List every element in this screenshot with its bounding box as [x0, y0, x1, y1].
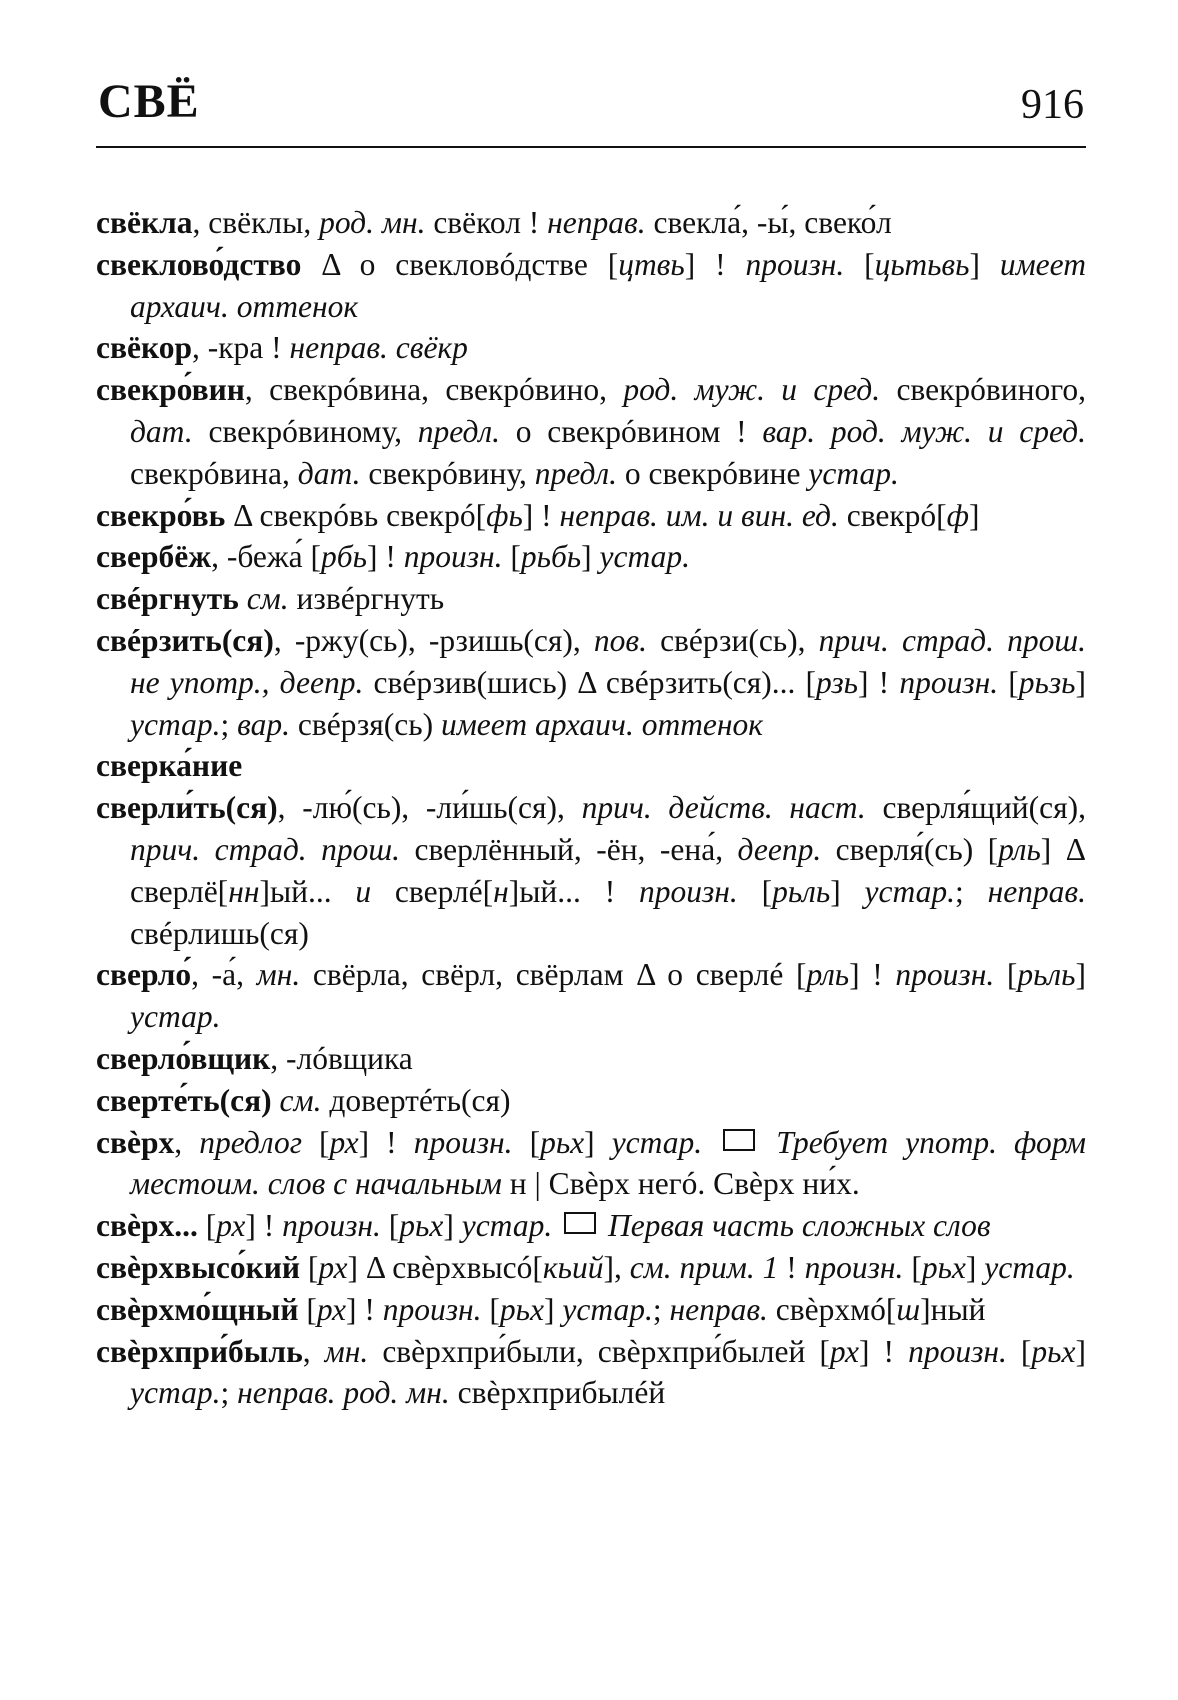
- label-text: см.: [279, 1082, 322, 1118]
- label-text: произн.: [895, 957, 995, 993]
- entry-text: [: [300, 1249, 319, 1285]
- dictionary-entry: [96, 1331, 1086, 1415]
- headword: сверли́ть(ся): [96, 790, 278, 826]
- headword: свёкор: [96, 330, 192, 366]
- label-text: устар.: [984, 1249, 1075, 1285]
- dictionary-entry: [96, 495, 1086, 537]
- entry-text: ] !: [684, 246, 746, 282]
- entry-text: сверля́щий(ся),: [865, 790, 1086, 826]
- entry-text: ]: [830, 873, 865, 909]
- entry-text: ] !: [522, 497, 560, 533]
- entry-text: извéргнуть: [288, 581, 445, 617]
- running-head: СВЁ: [98, 75, 200, 128]
- entry-text: Δ свекрóвь свекрó[: [225, 497, 487, 533]
- label-text: произн.: [804, 1249, 904, 1285]
- entry-text: сверля́(сь) [: [821, 831, 999, 867]
- entry-text: свéрлишь(ся): [130, 915, 309, 951]
- label-text: дат.: [130, 413, 193, 449]
- label-text: рьх: [1031, 1333, 1076, 1369]
- label-text: рх: [829, 1333, 859, 1369]
- label-text: вар.: [237, 706, 290, 742]
- dictionary-entry: [96, 327, 1086, 369]
- entry-text: [: [197, 1208, 217, 1244]
- headword: свекро́вин: [96, 372, 245, 408]
- label-text: устар.: [808, 455, 899, 491]
- entry-text: ]: [1075, 664, 1086, 700]
- label-text: неправ.: [289, 330, 388, 366]
- entry-text: ;: [955, 873, 988, 909]
- label-text: рх: [316, 1291, 347, 1327]
- note-box-icon: [723, 1129, 755, 1151]
- headword: свѐрхмо́щный: [96, 1291, 299, 1327]
- label-text: мн.: [256, 957, 301, 993]
- page-number: 916: [1021, 82, 1084, 128]
- label-text: неправ. им. и вин. ед.: [559, 497, 839, 533]
- entry-text: !: [778, 1249, 805, 1285]
- label-text: цьтьвь: [874, 246, 970, 282]
- label-text: н: [493, 873, 509, 909]
- dictionary-entry: [96, 1205, 1086, 1247]
- entry-text: сверлé[: [371, 873, 494, 909]
- label-text: неправ. род. мн.: [237, 1375, 450, 1411]
- label-text: неправ.: [669, 1291, 768, 1327]
- entry-text: ]ый... !: [508, 873, 639, 909]
- entry-text: [: [903, 1249, 922, 1285]
- entry-text: о свекрóвине: [617, 455, 809, 491]
- headword: свѐрхвысо́кий: [96, 1249, 301, 1285]
- label-text: прич. страд. прош. не употр., деепр.: [130, 622, 1086, 700]
- label-text: рьль: [772, 873, 831, 909]
- label-text: устар.: [611, 1124, 703, 1160]
- entry-text: ,: [174, 1124, 200, 1160]
- label-text: рьх: [399, 1208, 444, 1244]
- label-text: ф: [946, 497, 970, 533]
- label-text: рбь: [321, 539, 367, 575]
- label-text: рзь: [816, 664, 859, 700]
- entry-text: ] Δ свѐрхвысó[: [347, 1249, 543, 1285]
- entry-text: ] !: [849, 957, 896, 993]
- label-text: мн.: [324, 1333, 369, 1369]
- entry-text: ] !: [346, 1291, 383, 1327]
- dictionary-entry: [96, 369, 1086, 494]
- entry-text: свекрóвиного,: [880, 372, 1086, 408]
- entry-text: свекрóвиному,: [192, 413, 418, 449]
- label-text: рьх: [921, 1249, 966, 1285]
- label-text: устар.: [130, 706, 221, 742]
- entry-text: [702, 1125, 719, 1160]
- entry-list: [96, 202, 1086, 1414]
- label-text: устар.: [562, 1291, 653, 1327]
- entry-text: свёкол !: [425, 205, 548, 240]
- note-box-icon: [564, 1212, 596, 1234]
- header-rule: [96, 146, 1086, 148]
- headword: сверло́вщик: [96, 1040, 271, 1076]
- label-text: Первая часть сложных слов: [600, 1208, 991, 1244]
- entry-text: [: [994, 957, 1018, 993]
- dictionary-entry: [96, 1289, 1086, 1331]
- entry-text: ] !: [245, 1208, 283, 1244]
- entry-text: , -бежа́ [: [211, 539, 322, 575]
- headword: свѐрхпри́быль: [96, 1333, 303, 1369]
- entry-text: ,: [302, 1333, 325, 1369]
- entry-text: ] !: [859, 1333, 909, 1369]
- label-text: Требует употр. форм местоим. слов с начальным: [130, 1124, 1087, 1202]
- label-text: пов.: [593, 622, 647, 658]
- entry-text: свекрóвина,: [130, 455, 298, 491]
- label-text: рьзь: [1018, 664, 1076, 700]
- dictionary-entry: [96, 954, 1086, 1038]
- label-text: рьх: [499, 1291, 544, 1327]
- entry-text: ]ый...: [259, 873, 356, 909]
- entry-text: свекрóвину,: [360, 455, 535, 491]
- dictionary-entry: [96, 620, 1086, 745]
- entry-text: свёрла, свёрл, свёрлам Δ о сверлé [: [300, 957, 807, 993]
- label-text: фь: [486, 497, 523, 533]
- label-text: предл.: [417, 413, 501, 449]
- entry-text: ]: [584, 1124, 612, 1160]
- label-text: прич. действ. наст.: [581, 790, 866, 826]
- entry-text: [: [380, 1208, 400, 1244]
- label-text: рль: [806, 957, 850, 993]
- dictionary-entry: [96, 787, 1086, 954]
- entry-text: , свекрóвина, свекрóвино,: [244, 372, 624, 408]
- label-text: произн.: [413, 1124, 513, 1160]
- label-text: нн: [228, 873, 260, 909]
- entry-text: н | Свѐрх негó. Свѐрх ни́х.: [501, 1166, 860, 1202]
- label-text: произн.: [403, 539, 503, 575]
- label-text: устар.: [864, 873, 956, 909]
- label-text: кьий: [542, 1249, 604, 1285]
- entry-text: [239, 581, 247, 616]
- headword: свекро́вь: [96, 497, 226, 533]
- entry-text: [: [301, 1124, 330, 1160]
- dictionary-entry: [96, 1122, 1086, 1206]
- label-text: произн.: [638, 873, 738, 909]
- label-text: произн.: [908, 1333, 1007, 1369]
- entry-text: ]: [1075, 957, 1086, 993]
- entry-text: ] !: [858, 664, 900, 700]
- entry-text: Δ о свекловóдстве [: [301, 246, 619, 282]
- entry-text: [: [737, 873, 773, 909]
- headword: свѐрх...: [96, 1208, 198, 1244]
- headword: свеклово́дство: [96, 246, 302, 282]
- entry-text: ]ный: [920, 1291, 986, 1327]
- label-text: см.: [246, 581, 289, 617]
- label-text: рх: [216, 1208, 246, 1244]
- headword: свéргнуть: [96, 581, 239, 617]
- label-text: устар.: [130, 1375, 221, 1411]
- entry-text: , -ржу(сь), -рзишь(ся),: [273, 622, 594, 658]
- entry-text: , -кра !: [191, 330, 290, 366]
- entry-text: ],: [603, 1249, 630, 1285]
- entry-text: свéрзи(сь),: [646, 622, 819, 658]
- label-text: свёкр: [387, 330, 468, 366]
- label-text: предл.: [534, 455, 617, 491]
- entry-text: ;: [220, 1375, 238, 1411]
- entry-text: свѐрхпри́были, свѐрхпри́былей [: [368, 1333, 830, 1369]
- entry-text: свéрзя(сь): [289, 706, 441, 742]
- label-text: устар.: [130, 999, 221, 1035]
- label-text: устар.: [599, 539, 690, 575]
- label-text: неправ.: [547, 205, 646, 240]
- entry-text: [: [998, 664, 1019, 700]
- label-text: неправ.: [987, 873, 1086, 909]
- entry-text: свекрó[: [838, 497, 947, 533]
- entry-text: [272, 1083, 280, 1118]
- label-text: прич. страд. прош.: [130, 831, 401, 867]
- label-text: произн.: [899, 664, 999, 700]
- dictionary-entry: [96, 1038, 1086, 1080]
- label-text: имеет архаич. оттенок: [130, 246, 1086, 324]
- entry-text: ]: [969, 246, 1000, 282]
- label-text: рль: [998, 831, 1041, 867]
- label-text: имеет архаич. оттенок: [440, 706, 764, 742]
- label-text: произн.: [745, 246, 845, 282]
- entry-text: ]: [581, 539, 600, 575]
- label-text: дат.: [297, 455, 361, 491]
- entry-text: ] !: [366, 539, 404, 575]
- label-text: произн.: [282, 1208, 381, 1244]
- headword: сверка́ние: [96, 748, 243, 784]
- label-text: предлог: [199, 1124, 302, 1160]
- entry-text: сверлённый, -ён, -ена́,: [400, 831, 738, 867]
- label-text: род. мн.: [319, 205, 426, 240]
- dictionary-entry: [96, 202, 1086, 244]
- headword: свéрзить(ся): [96, 622, 274, 658]
- entry-text: ] !: [358, 1124, 414, 1160]
- entry-text: ]: [969, 497, 980, 533]
- entry-text: ]: [544, 1291, 563, 1327]
- entry-text: [: [481, 1291, 500, 1327]
- entry-text: о свекрóвином !: [500, 413, 763, 449]
- label-text: рьх: [540, 1124, 585, 1160]
- label-text: ш: [896, 1291, 921, 1327]
- entry-text: свѐрхмó[: [767, 1291, 897, 1327]
- entry-text: довертéть(ся): [321, 1082, 511, 1118]
- label-text: род. муж. и сред.: [623, 372, 881, 408]
- dictionary-entry: [96, 1080, 1086, 1122]
- entry-text: ] Δ сверлё[: [130, 831, 1086, 909]
- dictionary-entry: [96, 536, 1086, 578]
- entry-text: [: [502, 539, 521, 575]
- label-text: рх: [318, 1249, 348, 1285]
- entry-text: ;: [652, 1291, 670, 1327]
- entry-text: свекла́, -ы́, свеко́л: [645, 205, 892, 240]
- entry-text: [: [512, 1124, 541, 1160]
- dictionary-entry: [96, 1247, 1086, 1289]
- label-text: рх: [329, 1124, 359, 1160]
- entry-text: свéрзив(шись) Δ свéрзить(ся)... [: [363, 664, 817, 700]
- label-text: рьль: [1017, 957, 1076, 993]
- label-text: вар. род. муж. и сред.: [762, 413, 1086, 449]
- headword: сверте́ть(ся): [96, 1082, 272, 1118]
- entry-text: , -лóвщика: [270, 1040, 413, 1076]
- label-text: произн.: [382, 1291, 482, 1327]
- dictionary-entry: [96, 244, 1086, 328]
- entry-text: , -лю́(сь), -ли́шь(ся),: [277, 790, 582, 826]
- entry-text: , -а́,: [191, 957, 257, 993]
- entry-text: свѐрхприбылéй: [449, 1375, 666, 1411]
- dictionary-entry: [96, 745, 1086, 787]
- headword: свѐрх: [96, 1124, 175, 1160]
- headword: свербёж: [96, 539, 212, 575]
- label-text: рьбь: [520, 539, 582, 575]
- entry-text: ]: [965, 1249, 985, 1285]
- entry-text: ;: [220, 706, 238, 742]
- headword: свёкла: [96, 205, 193, 240]
- label-text: см. прим. 1: [629, 1249, 779, 1285]
- entry-text: ]: [443, 1208, 462, 1244]
- entry-text: [: [298, 1291, 317, 1327]
- label-text: и: [355, 873, 372, 909]
- label-text: цтвь: [618, 246, 685, 282]
- label-text: деепр.: [737, 831, 822, 867]
- entry-text: [552, 1208, 560, 1243]
- label-text: устар.: [461, 1208, 553, 1244]
- entry-text: , свёклы,: [192, 205, 320, 240]
- entry-text: ]: [1075, 1333, 1086, 1369]
- entry-text: [: [844, 246, 875, 282]
- entry-text: [: [1006, 1333, 1032, 1369]
- headword: сверло́: [96, 957, 192, 993]
- dictionary-entry: [96, 578, 1086, 620]
